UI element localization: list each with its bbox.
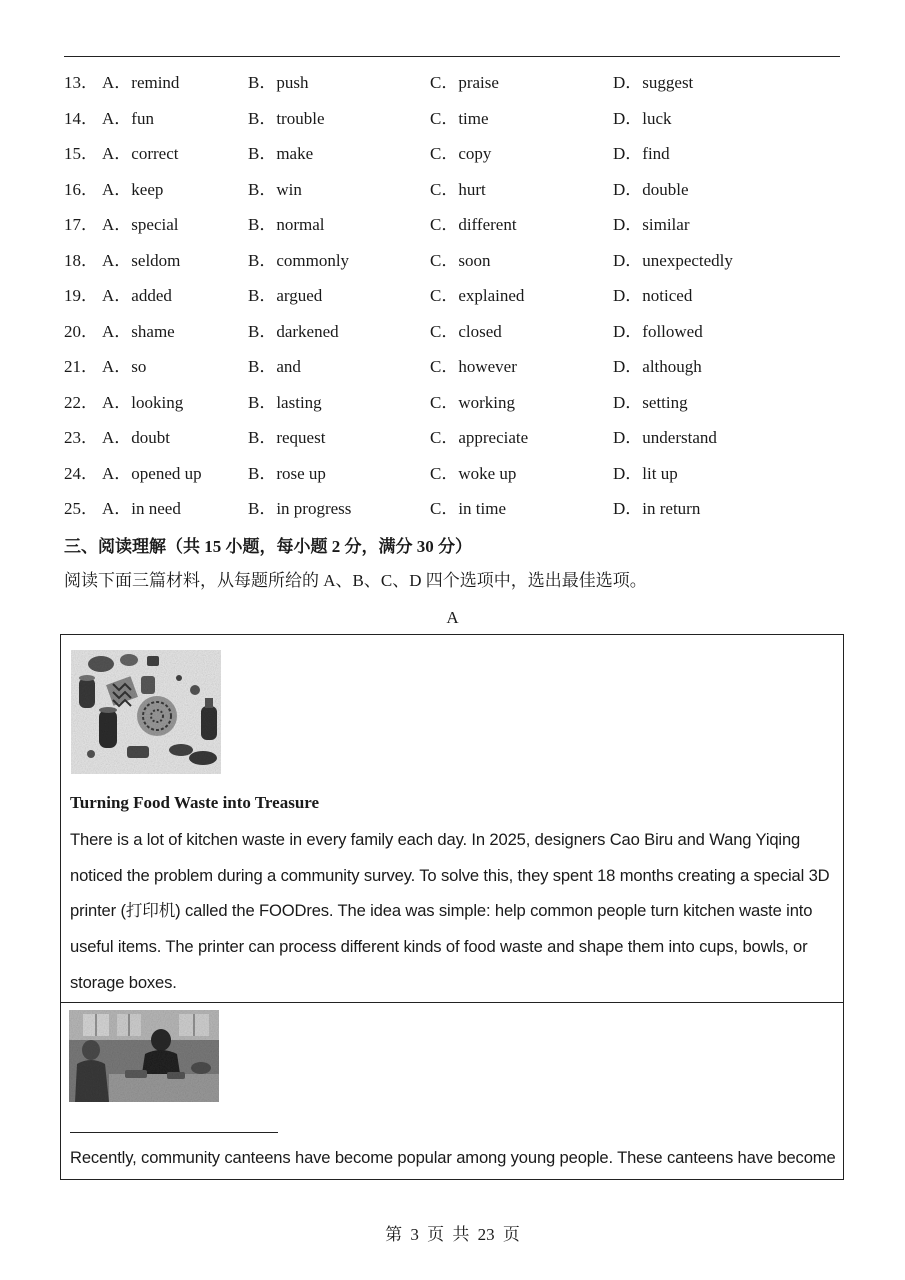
option-b: B．request: [248, 428, 326, 447]
option-a: A．seldom: [102, 250, 181, 270]
option-a: A．keep: [102, 179, 164, 199]
option-d: D．double: [613, 179, 689, 199]
option-c: C．explained: [430, 286, 525, 305]
question-row: [64, 318, 844, 346]
question-number: 18．: [64, 250, 98, 270]
option-d: D．lit up: [613, 463, 678, 483]
option-c: C．appreciate: [430, 428, 529, 447]
community-canteen-photo: [69, 1010, 219, 1102]
option-c: C．copy: [430, 144, 492, 163]
option-b: B．darkened: [248, 321, 339, 341]
option-a: A．fun: [102, 108, 154, 128]
passage-divider: [61, 1002, 843, 1003]
option-d: D．unexpectedly: [613, 250, 733, 270]
option-b: B．win: [248, 179, 302, 199]
option-b: B．trouble: [248, 108, 325, 128]
option-b: B．commonly: [248, 250, 350, 270]
question-row: [64, 460, 844, 488]
reading-passage-box: [60, 634, 844, 1180]
question-number: 15．: [64, 144, 98, 163]
option-c: C．working: [430, 392, 515, 412]
section-instruction: 阅读下面三篇材料，从每题所给的 A、B、C、D 四个选项中，选出最佳选项。: [64, 571, 647, 590]
option-d: D．although: [613, 357, 702, 376]
option-b: B．argued: [248, 286, 323, 305]
option-a: A．added: [102, 286, 172, 305]
option-c: C．time: [430, 108, 489, 128]
question-row: [64, 176, 844, 204]
question-number: 19．: [64, 286, 98, 305]
question-row: [64, 389, 844, 417]
option-c: C．different: [430, 215, 517, 234]
option-a: A．so: [102, 357, 147, 376]
question-row: [64, 211, 844, 239]
question-number: 23．: [64, 428, 98, 447]
option-b: B．normal: [248, 215, 325, 234]
question-row: [64, 247, 844, 275]
option-b: B．in progress: [248, 499, 352, 518]
option-d: D．similar: [613, 215, 690, 234]
article2-body: Recently, community canteens have become popular among young people. These canteens have become: [70, 1148, 836, 1167]
question-number: 21．: [64, 357, 98, 376]
question-row: [64, 69, 844, 97]
option-d: D．setting: [613, 392, 688, 412]
option-c: C．in time: [430, 499, 507, 518]
option-a: A．remind: [102, 73, 180, 92]
question-row: [64, 105, 844, 133]
option-c: C．closed: [430, 321, 502, 341]
option-a: A．correct: [102, 144, 179, 163]
option-b: B．make: [248, 144, 314, 163]
option-c: C．soon: [430, 250, 491, 270]
question-number: 14．: [64, 108, 98, 128]
question-number: 16．: [64, 179, 98, 199]
option-a: A．looking: [102, 392, 184, 412]
question-row: [64, 495, 844, 523]
option-b: B．and: [248, 357, 301, 376]
option-b: B．lasting: [248, 392, 322, 412]
option-c: C．hurt: [430, 179, 486, 199]
option-c: C．praise: [430, 73, 499, 92]
option-d: D．in return: [613, 499, 701, 518]
question-row: [64, 424, 844, 452]
option-c: C．woke up: [430, 463, 517, 483]
question-row: [64, 282, 844, 310]
question-number: 22．: [64, 392, 98, 412]
option-a: A．special: [102, 215, 179, 234]
option-a: A．shame: [102, 321, 175, 341]
question-number: 24．: [64, 463, 98, 483]
option-d: D．suggest: [613, 73, 694, 92]
option-d: D．followed: [613, 321, 703, 341]
question-row: [64, 353, 844, 381]
article-body: There is a lot of kitchen waste in every family each day. In 2025, designers Cao Biru and Wang Yiqing noticed the problem during a community survey. To solve this, they spent 18 months creating a special 3D printer (打印机) called the FOODres. The idea was simple: help common people turn kitchen waste into useful items. The printer can process different kinds of food waste and shape them into cups, bowls, or storage boxes.: [70, 830, 830, 992]
option-b: B．rose up: [248, 463, 326, 483]
food-waste-items-photo: [71, 650, 221, 774]
option-d: D．find: [613, 144, 670, 163]
article-title: Turning Food Waste into Treasure: [70, 793, 320, 812]
option-b: B．push: [248, 73, 309, 92]
page-footer: 第 3 页 共 23 页: [385, 1225, 520, 1244]
option-a: A．doubt: [102, 428, 170, 447]
question-number: 20．: [64, 321, 98, 341]
passage-title-blank: [70, 1132, 278, 1133]
question-number: 25．: [64, 499, 98, 518]
option-d: D．understand: [613, 428, 717, 447]
section-title: 三、阅读理解（共 15 小题，每小题 2 分，满分 30 分）: [64, 537, 472, 556]
option-a: A．opened up: [102, 463, 202, 483]
option-d: D．luck: [613, 108, 672, 128]
header-rule: [64, 56, 840, 57]
option-c: C．however: [430, 357, 517, 376]
question-number: 13．: [64, 73, 98, 92]
option-a: A．in need: [102, 499, 181, 518]
question-row: [64, 140, 844, 168]
part-label: A: [446, 608, 459, 627]
question-number: 17．: [64, 215, 98, 234]
option-d: D．noticed: [613, 286, 693, 305]
